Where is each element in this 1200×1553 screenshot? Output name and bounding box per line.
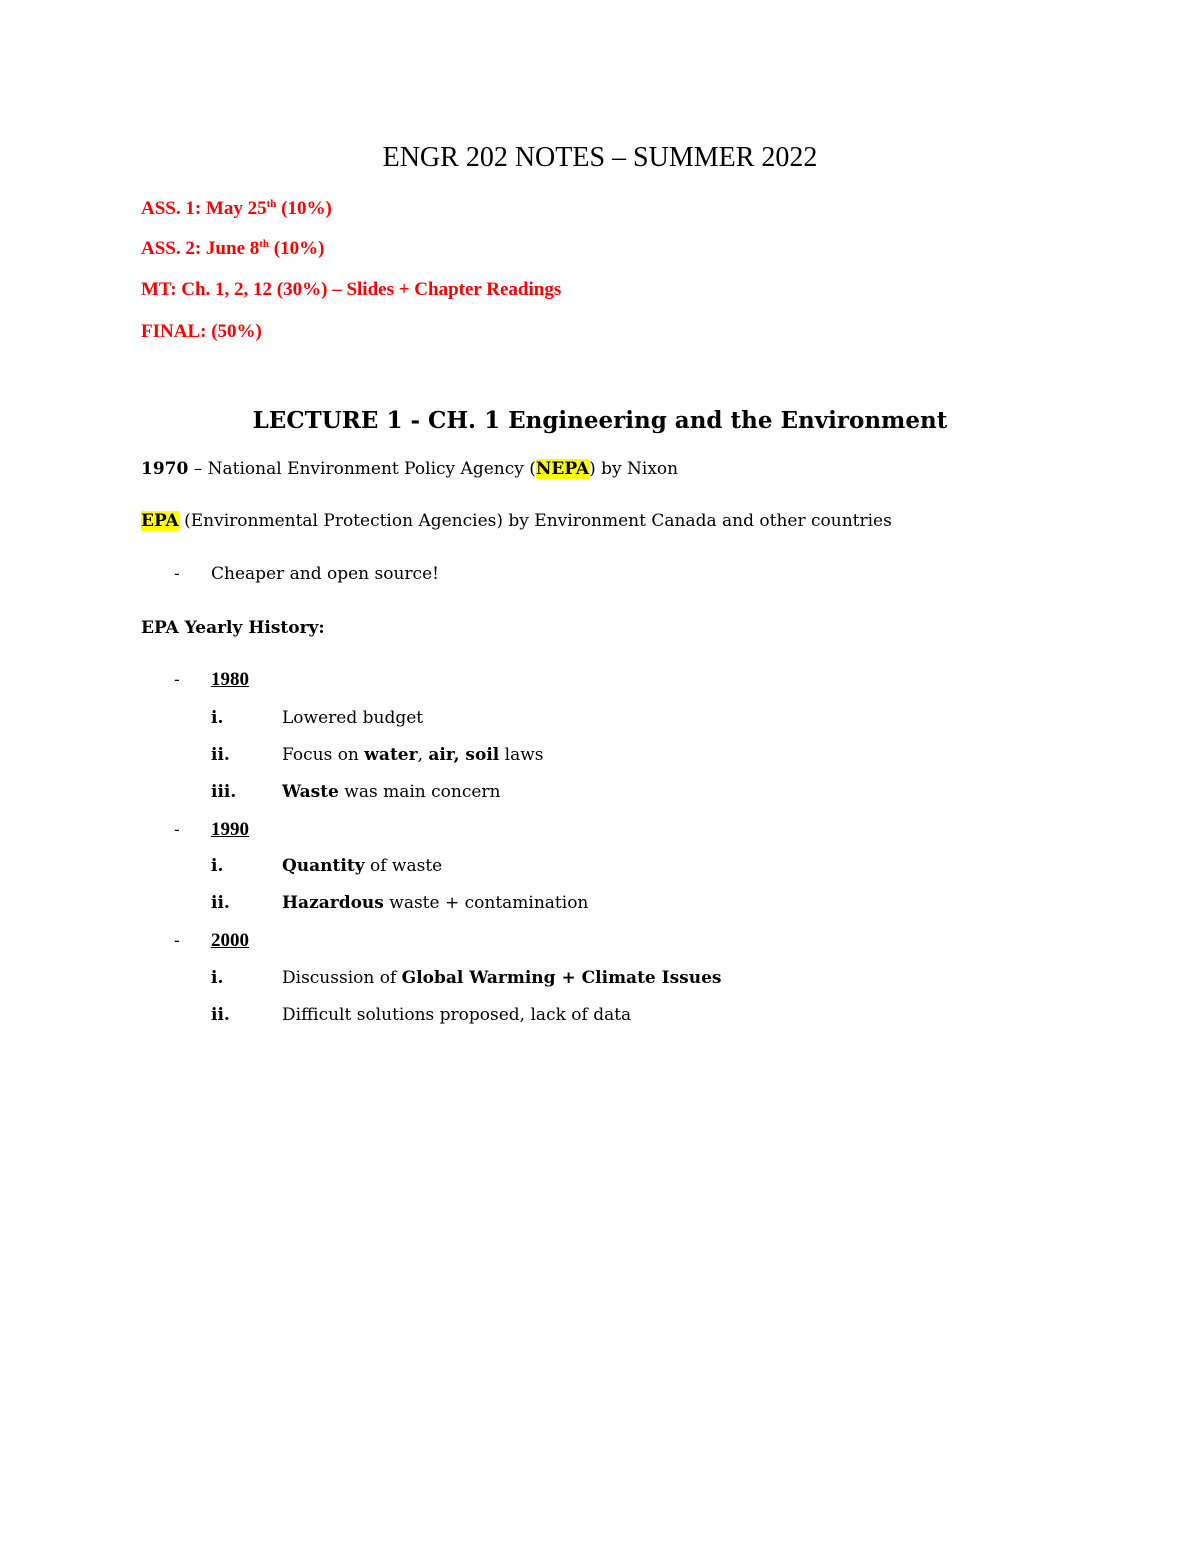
item-text: was main concern bbox=[338, 782, 501, 802]
item-text-bold: water bbox=[364, 745, 418, 765]
history-heading: EPA Yearly History: bbox=[141, 618, 325, 638]
item-1980-waste bbox=[282, 779, 501, 805]
year-2000: 2000 bbox=[211, 930, 249, 951]
nepa-suffix: ) by Nixon bbox=[589, 459, 679, 479]
epa-text: (Environmental Protection Agencies) by Environment Canada and other countries bbox=[178, 511, 892, 531]
item-text: waste + contamination bbox=[383, 893, 589, 913]
deadline-text: ASS. 2: June 8 bbox=[141, 238, 260, 259]
item-number: i. bbox=[211, 856, 224, 876]
item-text-bold: Global Warming + Climate Issues bbox=[401, 968, 722, 988]
item-number: i. bbox=[211, 968, 224, 988]
nepa-text: – National Environment Policy Agency ( bbox=[188, 459, 536, 479]
item-text-bold: Waste bbox=[282, 782, 339, 802]
year-1980: 1980 bbox=[211, 669, 249, 690]
item-text-bold: air, soil bbox=[428, 745, 500, 765]
deadline-weight: (10%) bbox=[269, 238, 325, 259]
epa-highlight: EPA bbox=[141, 511, 179, 531]
item-1990-quantity bbox=[282, 853, 442, 879]
item-1980-budget bbox=[282, 705, 423, 731]
deadline-final: FINAL: (50%) bbox=[141, 321, 262, 342]
item-number: i. bbox=[211, 708, 224, 728]
deadline-midterm: MT: Ch. 1, 2, 12 (30%) – Slides + Chapter Readings bbox=[141, 279, 562, 300]
item-number: ii. bbox=[211, 893, 230, 913]
deadline-text: ASS. 1: May 25 bbox=[141, 198, 267, 219]
deadline-assignment-1 bbox=[141, 196, 332, 222]
dash-bullet: - bbox=[174, 931, 180, 951]
dash-bullet: - bbox=[174, 564, 180, 584]
item-text: of waste bbox=[364, 856, 443, 876]
ordinal-suffix: th bbox=[266, 198, 277, 210]
item-number: iii. bbox=[211, 782, 237, 802]
nepa-line bbox=[141, 456, 678, 482]
ordinal-suffix: th bbox=[259, 238, 270, 250]
item-number: ii. bbox=[211, 1005, 230, 1025]
item-text: Difficult solutions proposed, lack of data bbox=[282, 1005, 632, 1025]
nepa-highlight: NEPA bbox=[535, 459, 590, 479]
item-text: Focus on bbox=[282, 745, 365, 765]
document-title: ENGR 202 NOTES – SUMMER 2022 bbox=[382, 142, 818, 173]
item-1990-hazardous bbox=[282, 890, 588, 916]
item-2000-solutions bbox=[282, 1002, 631, 1028]
item-text: laws bbox=[499, 745, 544, 765]
year-1990: 1990 bbox=[211, 819, 249, 840]
item-1980-focus bbox=[282, 742, 544, 768]
item-text: Discussion of bbox=[282, 968, 402, 988]
epa-line bbox=[141, 508, 892, 534]
item-text-bold: Quantity bbox=[282, 856, 365, 876]
item-text-bold: Hazardous bbox=[282, 893, 384, 913]
year-1970: 1970 bbox=[141, 459, 189, 479]
deadline-assignment-2 bbox=[141, 236, 324, 262]
item-text: Lowered budget bbox=[282, 708, 424, 728]
lecture-heading: LECTURE 1 - CH. 1 Engineering and the Environment bbox=[252, 407, 948, 434]
deadline-weight: (10%) bbox=[276, 198, 332, 219]
item-text: , bbox=[417, 745, 429, 765]
dash-bullet: - bbox=[174, 670, 180, 690]
item-2000-discussion bbox=[282, 965, 722, 991]
bullet-cheaper: Cheaper and open source! bbox=[211, 564, 439, 584]
dash-bullet: - bbox=[174, 820, 180, 840]
item-number: ii. bbox=[211, 745, 230, 765]
